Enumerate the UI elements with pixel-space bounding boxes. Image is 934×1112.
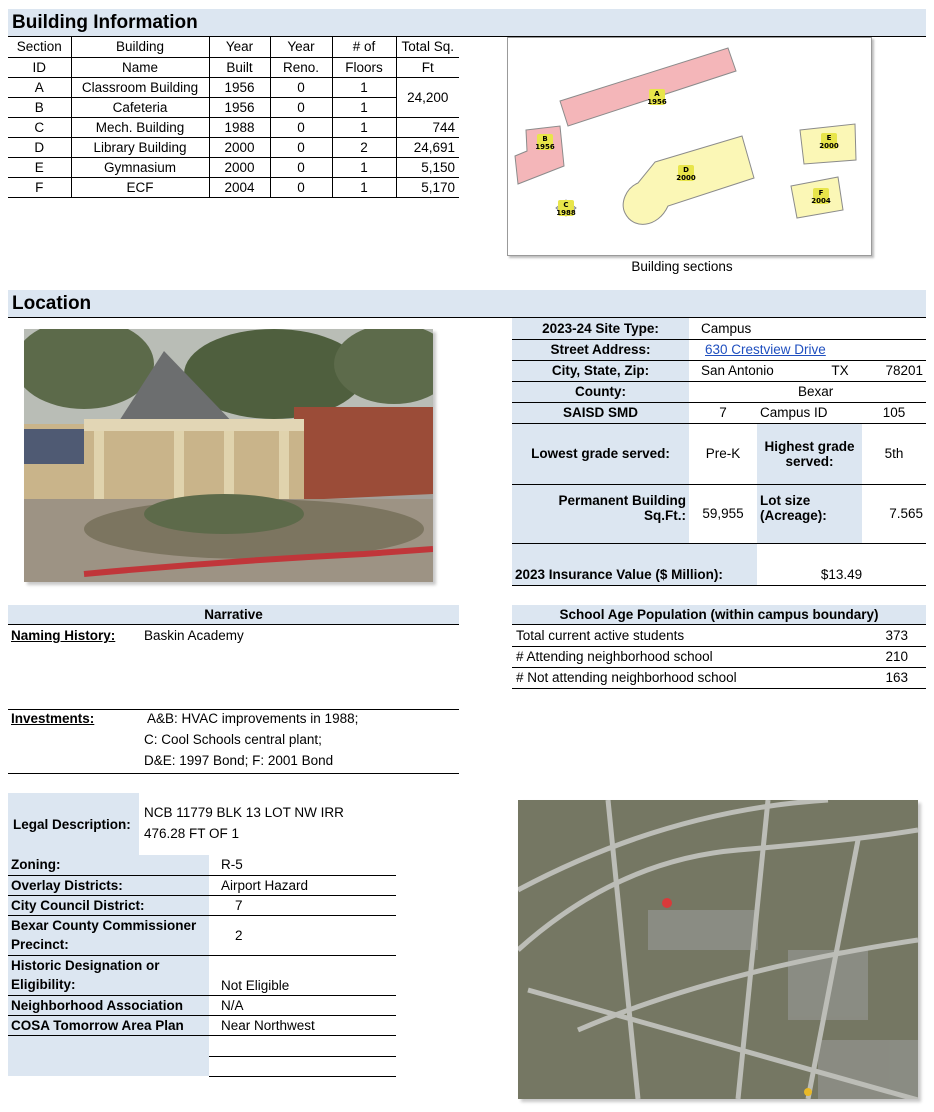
building-information-header: Building Information [8, 9, 926, 36]
school-age-population-header: School Age Population (within campus boundary) [512, 605, 926, 625]
row-sqft: 5,150 [396, 157, 459, 177]
population-row-value: 373 [885, 628, 908, 643]
divider [8, 709, 459, 710]
investments-label: Investments: [11, 711, 95, 726]
table-row [8, 177, 459, 197]
blank-label [8, 1035, 209, 1056]
site-plan-drawing [508, 38, 873, 257]
label-c [556, 200, 576, 217]
population-row [512, 647, 926, 668]
label-d [676, 165, 696, 182]
col-header-reno: Reno. [270, 57, 332, 77]
col-header-building: Building [71, 37, 209, 57]
row-built: 1988 [209, 117, 270, 137]
col-header-ft: Ft [396, 57, 459, 77]
label-e [819, 133, 839, 150]
population-row-label: # Attending neighborhood school [516, 649, 713, 664]
row-reno: 0 [270, 77, 332, 97]
row-reno: 0 [270, 157, 332, 177]
highest-grade-label-line2: served: [785, 453, 834, 469]
lot-size-label-line1: Lot size [760, 492, 811, 508]
population-row-value: 210 [885, 649, 908, 664]
aerial-map [518, 800, 918, 1099]
insurance-label: 2023 Insurance Value ($ Million): [512, 543, 757, 585]
svg-text:1988: 1988 [556, 209, 576, 217]
col-header-year-reno: Year [270, 37, 332, 57]
row-floors: 1 [332, 177, 396, 197]
row-reno: 0 [270, 137, 332, 157]
lowest-grade-value: Pre-K [689, 423, 757, 484]
zoning-label: Zoning: [8, 855, 209, 875]
population-row [512, 668, 926, 689]
legal-description-line-1: NCB 11779 BLK 13 LOT NW IRR [144, 805, 344, 820]
svg-text:1956: 1956 [535, 143, 555, 151]
city-value: San Antonio [689, 360, 818, 381]
council-district-label: City Council District: [8, 895, 209, 915]
blank-value [209, 1035, 396, 1056]
label-f [811, 188, 831, 205]
col-header-year-built: Year [209, 37, 270, 57]
permanent-building-value: 59,955 [689, 484, 757, 543]
highest-grade-label-line1: Highest grade [764, 438, 855, 454]
col-header-section: Section [8, 37, 71, 57]
lot-size-label-line2: (Acreage): [760, 507, 827, 523]
row-built: 1956 [209, 77, 270, 97]
svg-text:E: E [826, 134, 832, 142]
col-header-built: Built [209, 57, 270, 77]
site-type-label: 2023-24 Site Type: [512, 318, 689, 339]
permanent-building-label-line1: Permanent Building [558, 492, 686, 508]
row-name: Gymnasium [71, 157, 209, 177]
smd-label: SAISD SMD [512, 402, 689, 423]
campus-id-label: Campus ID [757, 402, 862, 423]
row-built: 2000 [209, 157, 270, 177]
svg-text:1956: 1956 [647, 98, 667, 106]
building-a-shape [560, 48, 736, 126]
row-sqft: 24,691 [396, 137, 459, 157]
commissioner-precinct-value: 2 [209, 915, 396, 955]
row-floors: 1 [332, 157, 396, 177]
investments-line-1: A&B: HVAC improvements in 1988; [147, 711, 359, 726]
svg-text:F: F [818, 189, 824, 197]
col-header-floors: # of [332, 37, 396, 57]
blank-label [8, 1056, 209, 1076]
site-type-value: Campus [689, 318, 926, 339]
lot-size-label [757, 484, 862, 543]
neighborhood-association-value: N/A [209, 995, 396, 1015]
row-id: D [8, 137, 71, 157]
site-map-caption: Building sections [631, 259, 733, 274]
table-row [8, 97, 459, 117]
investments-line-2: C: Cool Schools central plant; [144, 732, 322, 747]
table-row [8, 117, 459, 137]
row-reno: 0 [270, 117, 332, 137]
location-header: Location [8, 290, 926, 317]
building-table [8, 37, 459, 198]
campus-id-value: 105 [862, 402, 926, 423]
svg-text:2000: 2000 [819, 142, 839, 150]
zoning-value: R-5 [209, 855, 396, 875]
naming-history-value: Baskin Academy [144, 628, 244, 643]
svg-text:A: A [654, 90, 660, 98]
county-value: Bexar [689, 381, 926, 402]
location-info-table [512, 318, 926, 586]
row-reno: 0 [270, 97, 332, 117]
historic-designation-value: Not Eligible [209, 955, 396, 995]
row-name: Library Building [71, 137, 209, 157]
row-id: F [8, 177, 71, 197]
building-sections-map [507, 37, 872, 256]
overlay-label: Overlay Districts: [8, 875, 209, 895]
row-name: ECF [71, 177, 209, 197]
col-header-id: ID [8, 57, 71, 77]
row-name: Cafeteria [71, 97, 209, 117]
row-reno: 0 [270, 177, 332, 197]
svg-text:2004: 2004 [811, 197, 831, 205]
legal-description-label: Legal Description: [13, 817, 131, 832]
row-floors: 1 [332, 97, 396, 117]
label-b [535, 134, 555, 151]
population-row-label: Total current active students [516, 628, 685, 643]
area-plan-value: Near Northwest [209, 1015, 396, 1035]
historic-designation-label: Historic Designation or Eligibility: [8, 955, 209, 995]
row-id: A [8, 77, 71, 97]
blank-value [209, 1056, 396, 1076]
street-address-link[interactable]: 630 Crestview Drive [705, 342, 826, 357]
row-sqft: 744 [396, 117, 459, 137]
row-floors: 2 [332, 137, 396, 157]
population-row-label: # Not attending neighborhood school [516, 670, 737, 685]
area-plan-label: COSA Tomorrow Area Plan [8, 1015, 209, 1035]
population-row [512, 626, 926, 647]
row-built: 2000 [209, 137, 270, 157]
svg-text:C: C [563, 201, 569, 209]
state-value: TX [818, 360, 862, 381]
population-row-value: 163 [885, 670, 908, 685]
svg-text:D: D [683, 166, 689, 174]
row-sqft: 5,170 [396, 177, 459, 197]
row-id: E [8, 157, 71, 177]
row-floors: 1 [332, 117, 396, 137]
table-row [8, 77, 459, 97]
table-row [8, 157, 459, 177]
council-district-value: 7 [209, 895, 396, 915]
lowest-grade-label: Lowest grade served: [512, 423, 689, 484]
naming-history-label: Naming History: [11, 628, 116, 643]
row-sqft-ab: 24,200 [396, 77, 459, 117]
permanent-building-label [512, 484, 689, 543]
zip-value: 78201 [862, 360, 926, 381]
investments-line-3: D&E: 1997 Bond; F: 2001 Bond [144, 753, 334, 768]
permanent-building-label-line2: Sq.Ft.: [644, 507, 686, 523]
overlay-value: Airport Hazard [209, 875, 396, 895]
svg-text:B: B [542, 135, 548, 143]
row-built: 1956 [209, 97, 270, 117]
label-a [647, 89, 667, 106]
building-photo [24, 329, 433, 582]
city-state-zip-label: City, State, Zip: [512, 360, 689, 381]
col-header-floors-2: Floors [332, 57, 396, 77]
insurance-value: $13.49 [757, 543, 926, 585]
street-address-label: Street Address: [512, 339, 689, 360]
lot-size-value: 7.565 [862, 484, 926, 543]
row-built: 2004 [209, 177, 270, 197]
divider [8, 773, 459, 774]
row-id: C [8, 117, 71, 137]
narrative-header: Narrative [8, 605, 459, 625]
row-name: Classroom Building [71, 77, 209, 97]
neighborhood-association-label: Neighborhood Association [8, 995, 209, 1015]
col-header-sqft: Total Sq. [396, 37, 459, 57]
row-floors: 1 [332, 77, 396, 97]
county-label: County: [512, 381, 689, 402]
table-row [8, 137, 459, 157]
col-header-name: Name [71, 57, 209, 77]
highest-grade-value: 5th [862, 423, 926, 484]
smd-value: 7 [689, 402, 757, 423]
row-name: Mech. Building [71, 117, 209, 137]
location-pin-icon [662, 898, 672, 908]
row-id: B [8, 97, 71, 117]
commissioner-precinct-label: Bexar County Commissioner Precinct: [8, 915, 209, 955]
legal-description-line-2: 476.28 FT OF 1 [144, 826, 240, 841]
svg-text:2000: 2000 [676, 174, 696, 182]
zoning-table [8, 855, 396, 1077]
highest-grade-label [757, 423, 862, 484]
